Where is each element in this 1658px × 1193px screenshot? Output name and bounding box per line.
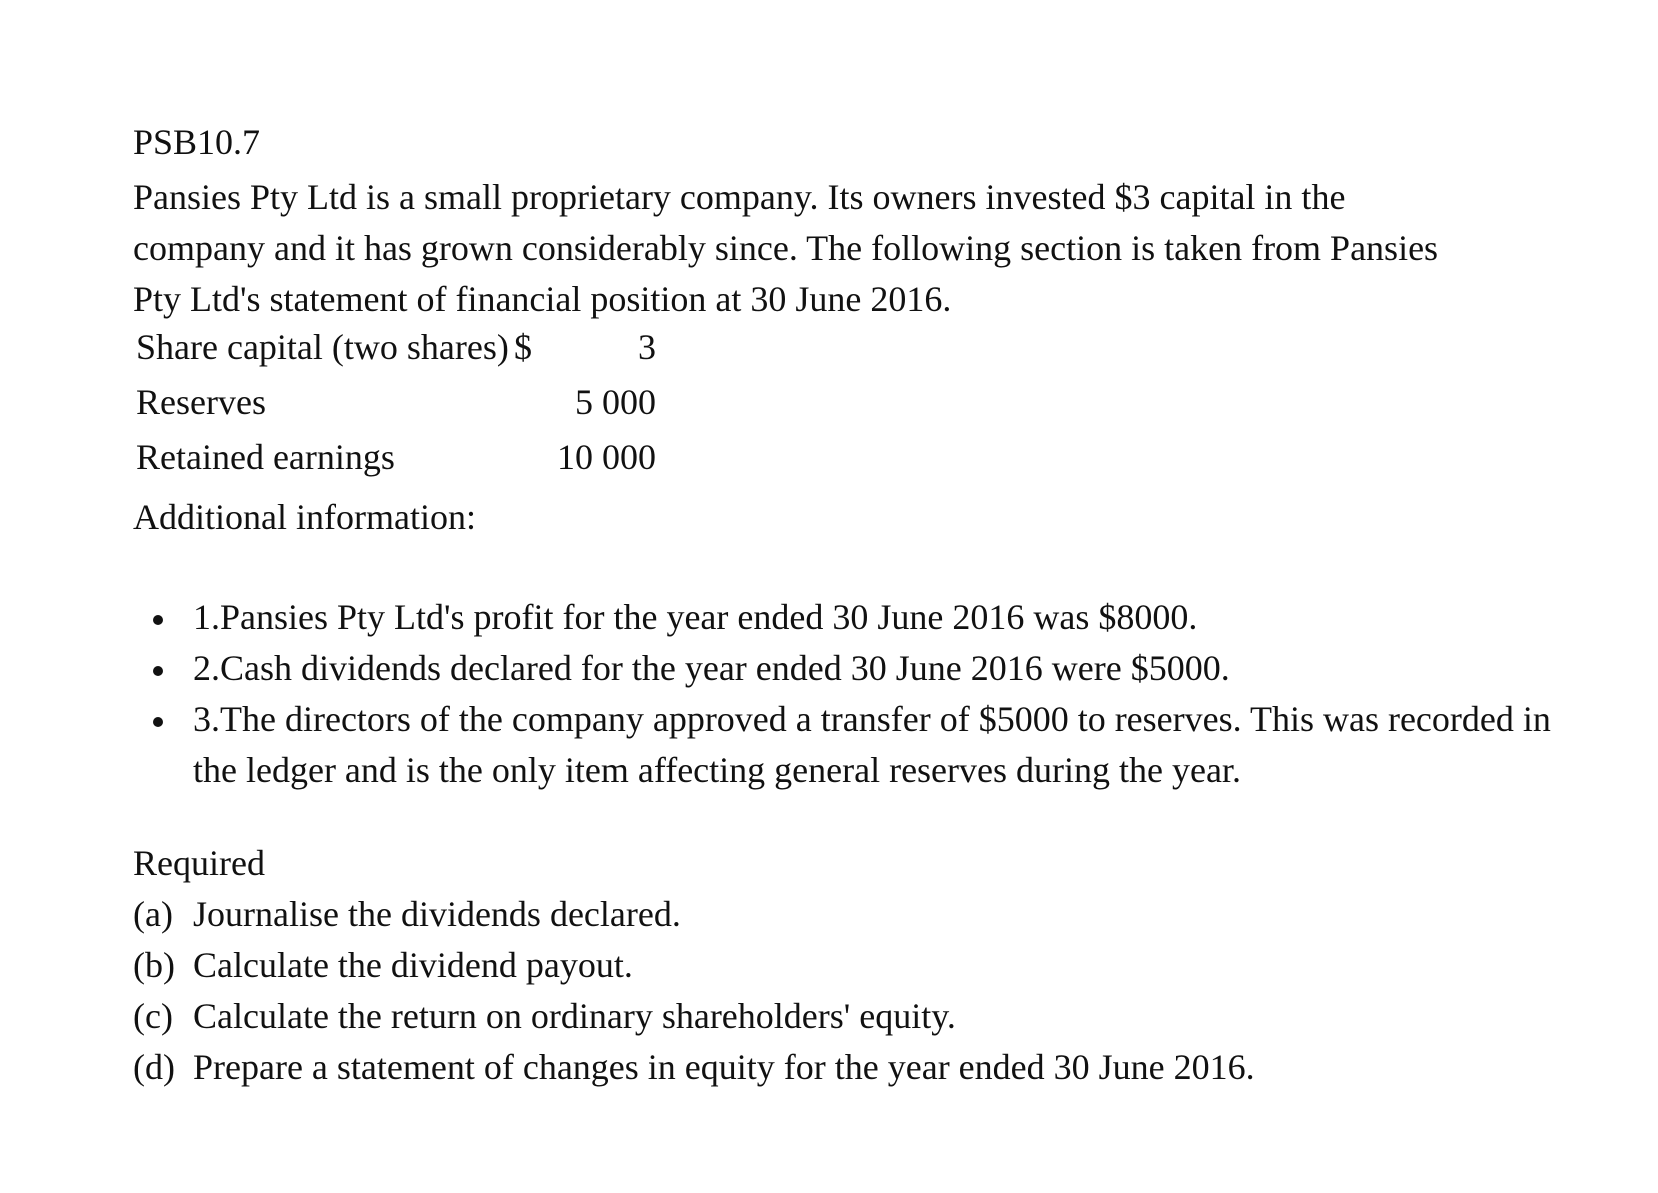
list-item	[133, 694, 1593, 796]
balance-row-share-capital	[136, 326, 656, 381]
balance-value: 3	[638, 327, 656, 367]
list-item-text: 3.The directors of the company approved a transfer of $5000 to reserves. This was recorded in the ledger and is the only item affecting general reserves during the year.	[193, 699, 1551, 790]
intro-line: company and it has grown considerably since. The following section is taken from Pansies	[133, 228, 1439, 268]
balance-row-retained-earnings	[136, 436, 656, 491]
bullet-icon	[153, 717, 163, 727]
required-item-text: Journalise the dividends declared.	[193, 894, 681, 934]
balance-row-reserves	[136, 381, 656, 436]
list-item	[133, 643, 1593, 694]
required-item-letter: (b)	[133, 945, 175, 985]
bullet-icon	[153, 666, 163, 676]
required-item-text: Prepare a statement of changes in equity for the year ended 30 June 2016.	[193, 1047, 1255, 1087]
required-heading: Required	[133, 843, 265, 883]
list-item	[133, 592, 1593, 643]
additional-info-list	[133, 592, 1593, 796]
required-item	[133, 991, 1255, 1042]
required-item	[133, 889, 1255, 940]
balance-label: Retained earnings	[136, 437, 395, 477]
problem-code: PSB10.7	[133, 122, 261, 162]
required-item	[133, 940, 1255, 991]
required-item-text: Calculate the dividend payout.	[193, 945, 633, 985]
intro-paragraph	[133, 172, 1593, 325]
intro-line: Pansies Pty Ltd is a small proprietary company. Its owners invested $3 capital in the	[133, 177, 1346, 217]
balance-table	[136, 326, 656, 491]
balance-label: Reserves	[136, 382, 266, 422]
list-item-text: 1.Pansies Pty Ltd's profit for the year ended 30 June 2016 was $8000.	[193, 597, 1198, 637]
balance-value: 10 000	[557, 437, 656, 477]
required-item-letter: (d)	[133, 1047, 175, 1087]
required-item-text: Calculate the return on ordinary shareholders' equity.	[193, 996, 956, 1036]
additional-info-heading: Additional information:	[133, 497, 476, 537]
required-item-letter: (a)	[133, 894, 173, 934]
required-list	[133, 889, 1255, 1093]
bullet-icon	[153, 615, 163, 625]
required-item-letter: (c)	[133, 996, 173, 1036]
required-item	[133, 1042, 1255, 1093]
intro-line: Pty Ltd's statement of financial position at 30 June 2016.	[133, 279, 952, 319]
balance-label: Share capital (two shares)	[136, 327, 509, 367]
list-item-text: 2.Cash dividends declared for the year ended 30 June 2016 were $5000.	[193, 648, 1230, 688]
balance-value: 5 000	[575, 382, 656, 422]
currency-symbol: $	[514, 327, 532, 367]
